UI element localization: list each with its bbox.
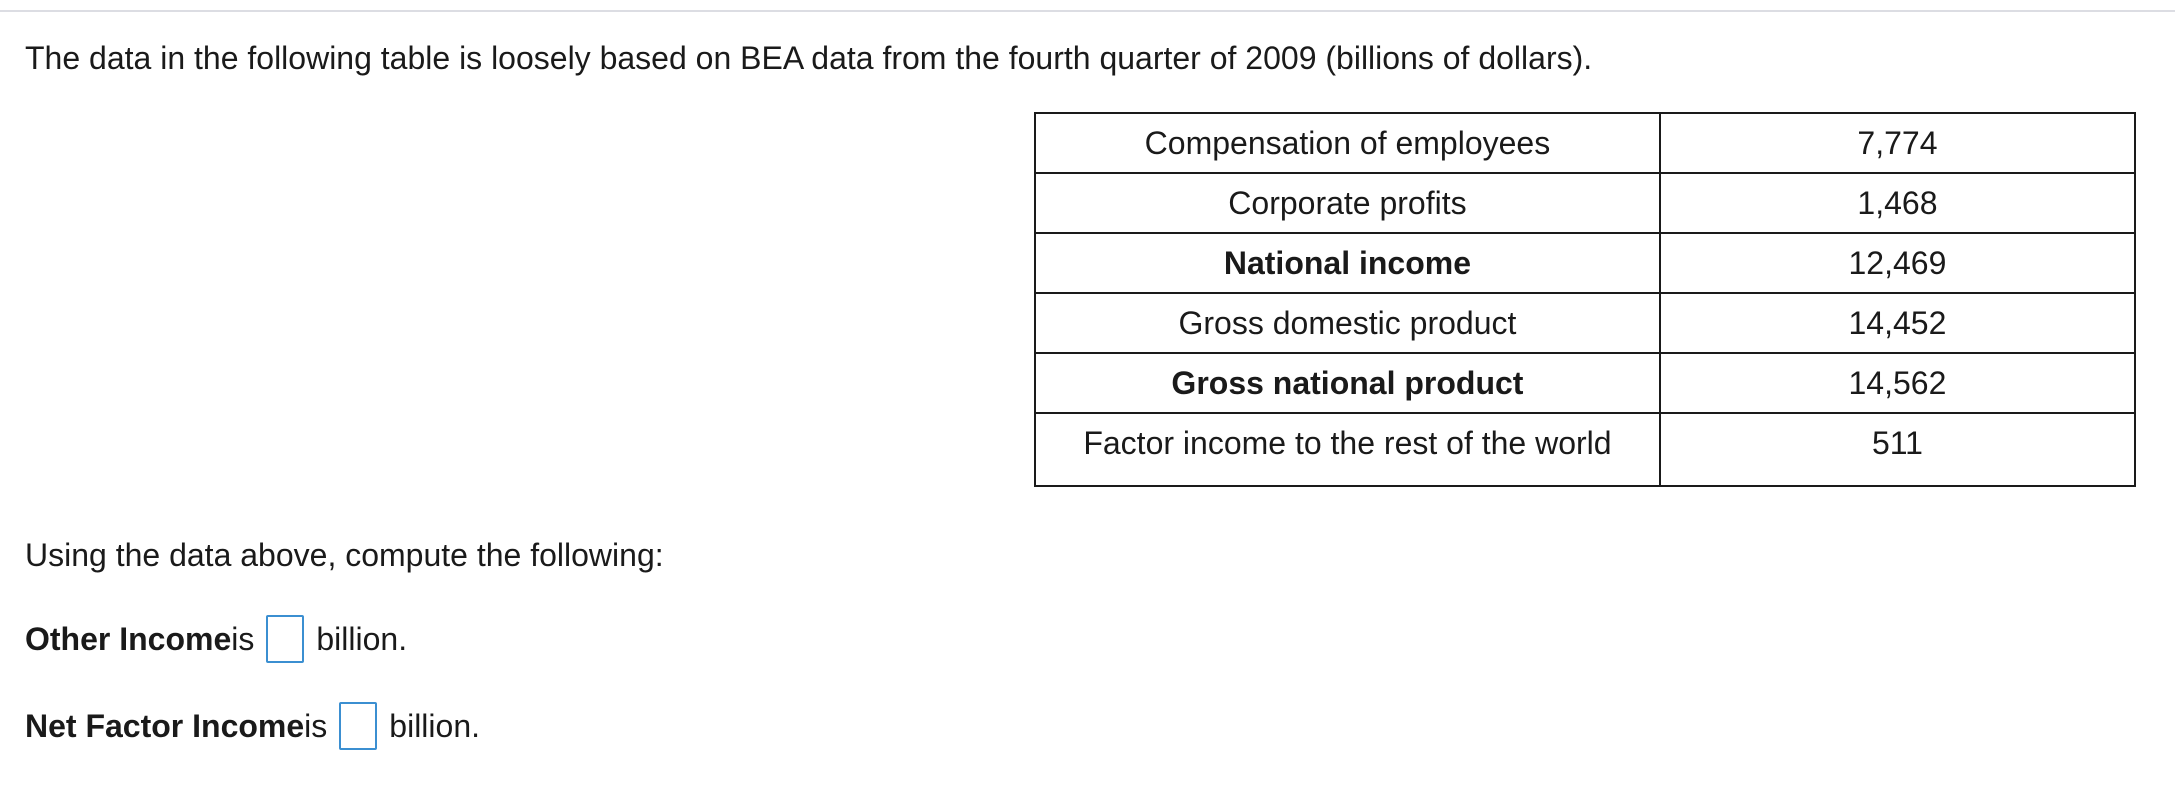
other-income-question — [25, 615, 407, 663]
row-label: Gross domestic product — [1035, 293, 1660, 353]
question-label: Other Income — [25, 621, 232, 657]
question-connector: is — [304, 708, 328, 744]
intro-text: The data in the following table is loosely based on BEA data from the fourth quarter of 2009 (billions of dollars). — [25, 40, 1593, 76]
row-label: Compensation of employees — [1035, 113, 1660, 173]
unit-suffix: billion. — [389, 708, 480, 744]
top-divider — [0, 10, 2175, 12]
question-connector: is — [231, 621, 255, 657]
row-label: National income — [1035, 233, 1660, 293]
table-row — [1035, 173, 2135, 233]
income-data-table — [1034, 112, 2136, 487]
row-value: 14,452 — [1660, 293, 2135, 353]
table-row — [1035, 233, 2135, 293]
table-row — [1035, 413, 2135, 486]
row-label: Gross national product — [1035, 353, 1660, 413]
table-row — [1035, 293, 2135, 353]
row-value: 511 — [1660, 413, 2135, 486]
row-label: Corporate profits — [1035, 173, 1660, 233]
row-label: Factor income to the rest of the world — [1035, 413, 1660, 486]
row-value: 1,468 — [1660, 173, 2135, 233]
row-value: 12,469 — [1660, 233, 2135, 293]
row-value: 14,562 — [1660, 353, 2135, 413]
net-factor-income-question — [25, 702, 480, 750]
row-value: 7,774 — [1660, 113, 2135, 173]
other-income-input[interactable] — [266, 615, 304, 663]
unit-suffix: billion. — [316, 621, 408, 657]
table-row — [1035, 353, 2135, 413]
net-factor-income-input[interactable] — [339, 702, 377, 750]
table-row — [1035, 113, 2135, 173]
question-prompt: Using the data above, compute the following: — [25, 537, 664, 573]
question-label: Net Factor Income — [25, 708, 305, 744]
